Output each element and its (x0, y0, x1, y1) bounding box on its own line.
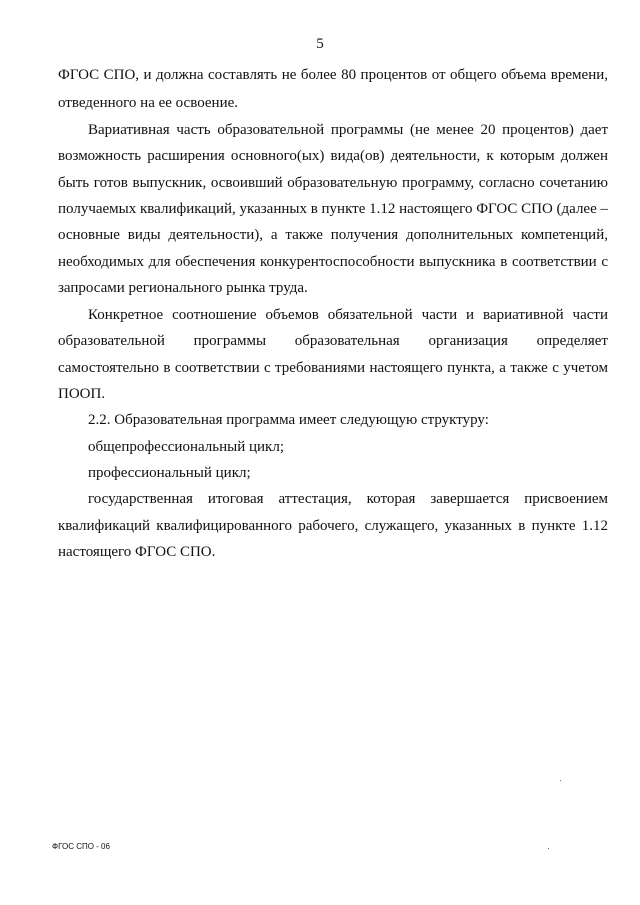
text-line: запросами регионального рынка труда. (58, 280, 308, 296)
text-line: необходимых для обеспечения конкурентоспособности выпускника в соответствии с (58, 254, 608, 270)
text-line: основные виды деятельности), а также получения дополнительных компетенций, (58, 227, 608, 243)
text-line: настоящего ФГОС СПО. (58, 544, 216, 560)
text-line: получаемых квалификаций, указанных в пункте 1.12 настоящего ФГОС СПО (далее – (58, 201, 608, 217)
text-line: образовательной программы образовательная организация определяет (58, 333, 608, 349)
text-line: профессиональный цикл; (88, 465, 251, 481)
text-line: ФГОС СПО, и должна составлять не более 80 процентов от общего объема времени, (58, 67, 608, 83)
text-line: отведенного на ее освоение. (58, 95, 238, 111)
text-line: общепрофессиональный цикл; (88, 439, 284, 455)
text-line: Вариативная часть образовательной программы (не менее 20 процентов) дает (88, 122, 608, 138)
text-line: ПООП. (58, 386, 106, 402)
text-line: возможность расширения основного(ых) вида(ов) деятельности, к которым должен (58, 148, 608, 164)
footer-code: ФГОС СПО - 06 (52, 842, 110, 851)
text-line: квалификаций квалифицированного рабочего, служащего, указанных в пункте 1.12 (58, 518, 608, 534)
page-number: 5 (316, 36, 324, 52)
text-line: самостоятельно в соответствии с требованиями настоящего пункта, а также с учетом (58, 360, 608, 376)
text-line: 2.2. Образовательная программа имеет следующую структуру: (88, 412, 489, 428)
text-line: государственная итоговая аттестация, которая завершается присвоением (88, 491, 608, 507)
text-line: Конкретное соотношение объемов обязательной части и вариативной части (88, 307, 608, 323)
scan-speck (548, 848, 549, 849)
text-line: быть готов выпускник, освоивший образовательную программу, согласно сочетанию (58, 175, 608, 191)
scan-speck (560, 780, 561, 781)
